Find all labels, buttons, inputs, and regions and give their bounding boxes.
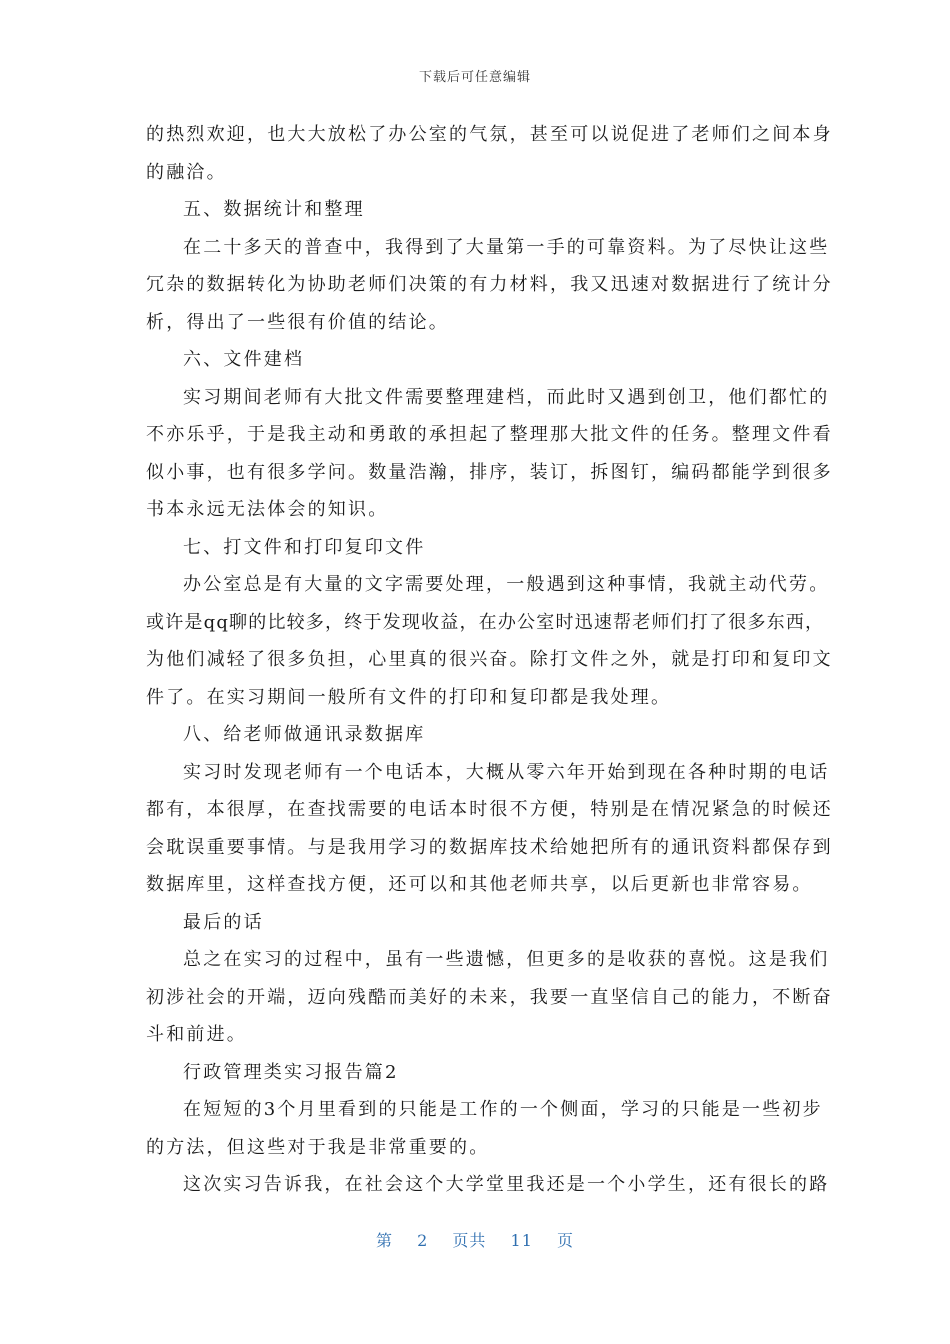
footer-current-page: 2 [417, 1231, 429, 1250]
text-line: 八、给老师做通讯录数据库 [183, 724, 426, 745]
text-line: 似小事，也有很多学问。数量浩瀚，排序，装订，拆图钉，编码都能学到很多 [146, 461, 833, 483]
text-line: 冗杂的数据转化为协助老师们决策的有力材料，我又迅速对数据进行了统计分 [146, 274, 833, 295]
text-line: 件了。在实习期间一般所有文件的打印和复印都是我处理。 [146, 686, 672, 708]
text-line: 在短短的3个月里看到的只能是工作的一个侧面，学习的只能是一些初步 [183, 1099, 823, 1120]
text-line: 为他们减轻了很多负担，心里真的很兴奋。除打文件之外，就是打印和复印文 [146, 649, 833, 670]
text-line: 五、数据统计和整理 [183, 199, 365, 220]
text-line: 的融洽。 [146, 161, 227, 183]
text-line: 书本永远无法体会的知识。 [146, 499, 389, 520]
text-line: 最后的话 [183, 911, 264, 933]
text-line: 初涉社会的开端，迈向残酷而美好的未来，我要一直坚信自己的能力，不断奋 [146, 986, 833, 1008]
text-line: 七、打文件和打印复印文件 [183, 536, 426, 558]
text-line: 行政管理类实习报告篇2 [183, 1061, 399, 1083]
text-line: 会耽误重要事情。与是我用学习的数据库技术给她把所有的通讯资料都保存到 [146, 836, 833, 858]
text-line: 斗和前进。 [146, 1024, 247, 1045]
text-line: 实习时发现老师有一个电话本，大概从零六年开始到现在各种时期的电话 [183, 761, 830, 783]
document-body [146, 116, 833, 1204]
text-line: 不亦乐乎，于是我主动和勇敢的承担起了整理那大批文件的任务。整理文件看 [146, 424, 833, 445]
text-line: 或许是qq聊的比较多，终于发现收益，在办公室时迅速帮老师们打了很多东西， [146, 611, 825, 633]
text-line: 在二十多天的普查中，我得到了大量第一手的可靠资料。为了尽快让这些 [183, 236, 830, 258]
footer-label-end: 页 [556, 1231, 574, 1250]
footer-label-page: 第 [376, 1231, 394, 1250]
footer-label-total: 页共 [452, 1231, 487, 1250]
text-line: 办公室总是有大量的文字需要处理，一般遇到这种事情，我就主动代劳。 [183, 574, 830, 595]
page-footer [0, 1228, 950, 1251]
footer-total-pages: 11 [510, 1231, 533, 1250]
text-line: 实习期间老师有大批文件需要整理建档，而此时又遇到创卫，他们都忙的 [183, 386, 830, 408]
text-line: 六、文件建档 [183, 349, 305, 370]
text-line: 数据库里，这样查找方便，还可以和其他老师共享，以后更新也非常容易。 [146, 874, 813, 895]
text-line: 这次实习告诉我，在社会这个大学堂里我还是一个小学生，还有很长的路 [183, 1174, 830, 1195]
text-line: 析，得出了一些很有价值的结论。 [146, 311, 449, 333]
text-line: 的方法，但这些对于我是非常重要的。 [146, 1136, 490, 1158]
page-header: 下载后可任意编辑 [418, 70, 531, 85]
text-line: 的热烈欢迎，也大大放松了办公室的气氛，甚至可以说促进了老师们之间本身 [146, 124, 833, 145]
text-line: 总之在实习的过程中，虽有一些遗憾，但更多的是收获的喜悦。这是我们 [183, 949, 830, 970]
text-line: 都有，本很厚，在查找需要的电话本时很不方便，特别是在情况紧急的时候还 [146, 799, 833, 820]
